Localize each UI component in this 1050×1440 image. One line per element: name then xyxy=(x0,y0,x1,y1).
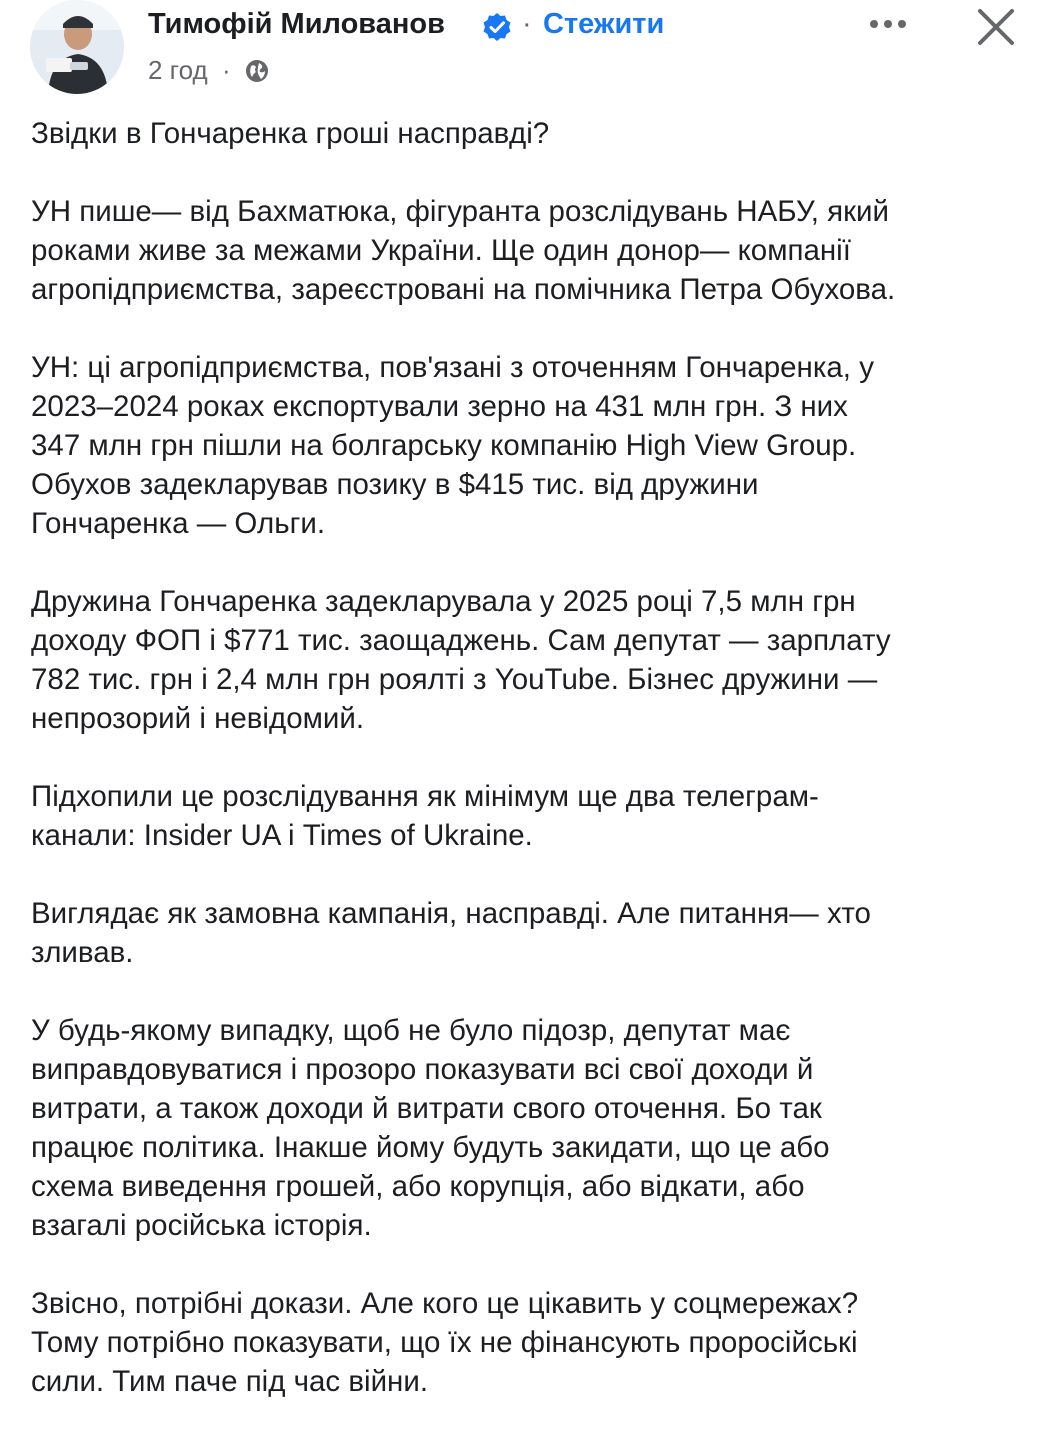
post-paragraph: Дружина Гончаренка задекларувала у 2025 році 7,5 млн грн доходу ФОП і $771 тис. заощаджень. Сам депутат — зарплату 782 тис. грн і 2,4 млн грн роялті з YouTube. Бізнес дружини — непрозорий і невідомий. xyxy=(31,585,891,735)
more-options-icon[interactable] xyxy=(866,12,910,36)
header-dot-separator: · xyxy=(522,8,532,40)
post-paragraph: Звідки в Гончаренка гроші насправді? xyxy=(31,117,550,150)
post-paragraph: УН: ці агропідприємства, пов'язані з оточенням Гончаренка, у 2023–2024 роках експортували зерно на 431 млн грн. З них 347 млн грн пішли на болгарську компанію High View Group. Обухов задекларував позику в $415 тис. від дружини Гончаренка — Ольги. xyxy=(31,351,874,540)
post-paragraph: Підхопили це розслідування як мінімум ще два телеграм- канали: Insider UA і Times of Ukraine. xyxy=(31,780,819,852)
follow-button[interactable]: Стежити xyxy=(543,8,665,40)
post-paragraph: Виглядає як замовна кампанія, насправді. Але питання— хто зливав. xyxy=(31,897,871,969)
avatar-photo-icon xyxy=(30,0,124,94)
post-timestamp[interactable]: 2 год xyxy=(148,55,208,85)
post-text xyxy=(31,114,1031,1440)
author-name[interactable]: Тимофій Милованов xyxy=(148,8,445,40)
verified-badge-icon xyxy=(482,12,512,42)
post-paragraph: У будь-якому випадку, щоб не було підозр, депутат має виправдовуватися і прозоро показувати всі свої доходи й витрати, а також доходи й витрати свого оточення. Бо так працює політика. Інакше йому будуть закидати, що це або схема виведення грошей, або корупція, або відкати, або взагалі російська історія. xyxy=(31,1014,830,1242)
author-avatar[interactable] xyxy=(30,0,124,94)
globe-icon xyxy=(244,58,270,84)
meta-dot-separator: · xyxy=(222,55,231,85)
close-icon[interactable] xyxy=(974,5,1018,49)
post-paragraph: УН пише— від Бахматюка, фігуранта розслідувань НАБУ, який роками живе за межами України. Ще один донор— компанії агропідприємства, зареєстровані на помічника Петра Обухова. xyxy=(31,195,896,306)
post-header xyxy=(0,0,1050,110)
post-paragraph: Звісно, потрібні докази. Але кого це цікавить у соцмережах? Тому потрібно показувати, що їх не фінансують проросійські сили. Тим паче під час війни. xyxy=(31,1287,859,1398)
